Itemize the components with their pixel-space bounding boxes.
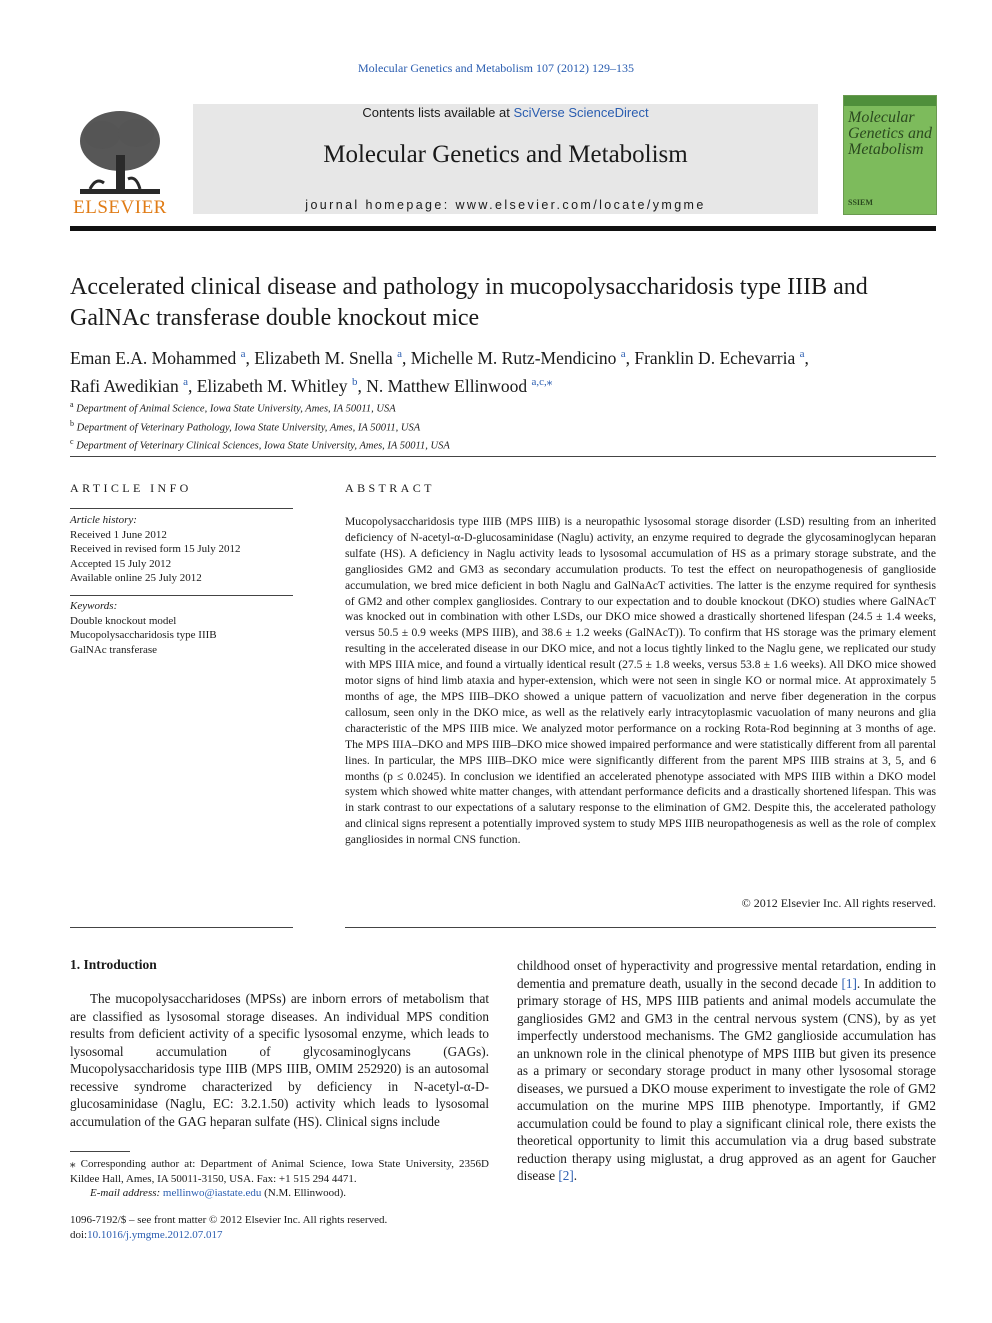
author-name[interactable]: Elizabeth M. Whitley <box>196 375 348 396</box>
keywords <box>70 599 293 657</box>
author-name[interactable]: Rafi Awedikian <box>70 375 179 396</box>
email-link[interactable]: mellinwo@iastate.edu <box>162 1187 262 1199</box>
divider <box>70 927 293 928</box>
copyright-notice: © 2012 Elsevier Inc. All rights reserved. <box>741 896 936 910</box>
cover-society-logo: SSIEM <box>848 198 873 207</box>
keyword-item: GalNAc transferase <box>70 643 158 656</box>
doi-line: doi:10.1016/j.ymgme.2012.07.017 <box>70 1228 223 1241</box>
author-affiliation-mark[interactable]: b <box>351 375 358 388</box>
author-name[interactable]: N. Matthew Ellinwood <box>366 375 528 396</box>
affiliation-line: $^c$ Department of Veterinary Clinical Sciences, Iowa State University, Ames, IA 50011, USA <box>70 437 450 452</box>
affiliation-line: $^a$ Department of Animal Science, Iowa State University, Ames, IA 50011, USA <box>70 400 396 415</box>
divider <box>70 595 293 596</box>
history-item: Received 1 June 2012 <box>70 528 167 541</box>
journal-title: Molecular Genetics and Metabolism <box>323 141 688 168</box>
keyword-item: Double knockout model <box>70 614 177 627</box>
reference-link[interactable]: [2] <box>558 1168 574 1183</box>
keyword-item: Mucopolysaccharidosis type IIIB <box>70 629 217 641</box>
affiliation-line: $^b$ Department of Veterinary Pathology, Iowa State University, Ames, IA 50011, USA <box>70 418 421 433</box>
cover-title: Molecular Genetics and Metabolism <box>848 109 932 158</box>
abstract-heading: ABSTRACT <box>345 481 435 495</box>
journal-citation[interactable]: Molecular Genetics and Metabolism 107 (2012) 129–135 <box>358 61 634 75</box>
author-affiliation-mark[interactable]: a <box>240 348 246 360</box>
author-affiliation-mark[interactable]: a <box>183 375 188 388</box>
section-heading: 1. Introduction <box>70 957 157 972</box>
cover-band <box>844 96 936 106</box>
corresponding-author-footnote <box>70 1157 489 1201</box>
contents-line: Contents lists available at SciVerse ScienceDirect <box>362 105 649 120</box>
footnote-divider <box>70 1151 130 1152</box>
email-line: E-mail address: mellinwo@iastate.edu (N.M. Ellinwood). <box>90 1187 346 1199</box>
divider <box>345 927 936 928</box>
history-item: Available online 25 July 2012 <box>70 572 202 584</box>
author-affiliation-mark[interactable]: a <box>620 348 626 360</box>
sciencedirect-link[interactable]: SciVerse ScienceDirect <box>513 105 649 120</box>
history-item: Accepted 15 July 2012 <box>70 557 172 570</box>
author-name[interactable]: Franklin D. Echevarria <box>634 347 796 368</box>
history-heading: Article history: <box>70 514 137 526</box>
article-info-heading: ARTICLE INFO <box>70 481 192 495</box>
author-name[interactable]: Elizabeth M. Snella <box>254 347 393 368</box>
author-name[interactable]: Eman E.A. Mohammed <box>70 347 237 368</box>
front-matter-line: 1096-7192/$ – see front matter © 2012 Elsevier Inc. All rights reserved. <box>70 1214 388 1226</box>
issn-block <box>70 1213 490 1242</box>
author-affiliation-mark[interactable]: a <box>397 348 403 360</box>
abstract-text: Mucopolysaccharidosis type IIIB (MPS IIIB) is a neuropathic lysosomal storage disorder (LSD) resulting from an inherited deficiency of N-acetyl-α-D-glucosaminidase (Naglu) activity, an enzyme required to degrade the glycosaminoglycan heparan sulfate (HS). A deficiency in Naglu activity leads to lysosomal accumulation of HS as a primary storage substrate, and the gangliosides GM2 and GM3 as secondary accumulation products. To test the effect on neuropathogenesis of ganglioside accumulation, we bred mice deficient in both Naglu and GalNaAcT activities. The latter is the enzyme required for synthesis of GM2 and other complex gangliosides. Contrary to our expectation and to double knockout (DKO) studies where GalNAcT was knocked out in combination with other LSDs, our DKO mice showed a drastically shortened lifespan (24.5 ± 1.4 weeks, versus 50.5 ± 0.9 weeks (MPS IIIB), and 38.6 ± 1.2 weeks (GalNAcT)). To confirm that HS storage was the primary element resulting in the accelerated disease in our DKO mice, and not a locus tightly linked to the Naglu gene, we replicated our study with MPS IIIA mice, and found a virtually identical result (27.5 ± 1.8 weeks, versus 53.8 ± 1.6 weeks). All DKO mice showed motor signs of hind limb ataxia and hyper-extension, which were not seen in single KO or normal mice. At approximately 5 months of age, the MPS IIIB–DKO showed a unique pattern of vacuolization and nerve fiber degeneration in the corpus callosum, seen only in the DKO mice, as well as the relatively early intracytoplasmic vacuolation of many neurons and glia characteristic of the MPS IIIB mice. We analyzed motor performance on a rocking Rota-Rod beginning at 3 months of age. The MPS IIIA–DKO and MPS IIIB–DKO mice showed impaired performance and were statistically different from all parental lines. In particular, the MPS IIIB–DKO mice were significantly different from the parent MPS IIIB strains at 3, 5, and 6 months (p ≤ 0.0245). In conclusion we identified an accelerated phenotype associated with MPS IIIB within a DKO model system which showed white matter changes, with attendant performance deficits and a drastically shortened lifespan. This was in stark contrast to our expectations of a salutary response to the elimination of GM2. Despite this, the accelerated pathology and clinical signs represent a potentially improved system to study MPS IIIB neuropathogenesis as well as the role of complex gangliosides in normal CNS function. <box>345 515 936 847</box>
author-list: Eman E.A. Mohammed $^a$, Elizabeth M. Snella $^a$, Michelle M. Rutz-Mendicino $^a$, Franklin D. Echevarria $^a$, Rafi Awedikian $^a$, Elizabeth M. Whitley $^b$, N. Matthew Ellinwood $^{a,c,⁎}$ <box>70 347 809 396</box>
paragraph: The mucopolysaccharidoses (MPSs) are inborn errors of metabolism that are classified as lysosomal storage diseases. An individual MPS condition results from deficient activity of a specific lysosomal enzyme, which leads to lysosomal accumulation of glycosaminoglycans (GAGs). Mucopolysaccharidosis type IIIB (MPS IIIB, OMIM 252920) is an autosomal recessive syndrome characterized by deficiency in N-acetyl-α-D-glucosaminidase (Naglu, EC: 3.2.1.50) activity which leads to lysosomal accumulation of the GAG heparan sulfate (HS). Clinical signs include <box>70 991 489 1129</box>
history-item: Received in revised form 15 July 2012 <box>70 543 241 555</box>
journal-cover-thumbnail <box>843 95 937 215</box>
author-affiliation-mark[interactable]: a <box>799 348 805 360</box>
author-name[interactable]: Michelle M. Rutz-Mendicino <box>410 347 617 368</box>
affiliations <box>70 398 936 454</box>
header-rule <box>70 226 936 231</box>
body-column-right <box>517 957 936 1185</box>
journal-homepage[interactable]: journal homepage: www.elsevier.com/locate/ymgme <box>305 198 706 212</box>
article-title: Accelerated clinical disease and pathology in mucopolysaccharidosis type IIIB and GalNAc transferase double knockout mice <box>70 274 868 331</box>
paragraph: childhood onset of hyperactivity and progressive mental retardation, ending in dementia and premature death, usually in the second decade [1]. In addition to primary storage of HS, MPS IIIB patients and animal models accumulate the gangliosides GM2 and GM3 in the central nervous system (CNS), by as yet imperfectly understood mechanisms. The GM2 ganglioside accumulation has an unknown role in the clinical phenotype of MPS IIIB but given its presence as a primary or secondary storage product in many other lysosomal storage diseases, we pursued a DKO mouse experiment to investigate the role of GM2 accumulation on the murine MPS IIIB phenotype. Importantly, if GM2 accumulation could be found to play a significant clinical role, there exists the theoretical opportunity to limit this accumulation via a drug based substrate reduction therapy using miglustat, a drug approved as an agent for Gaucher disease [2]. <box>517 958 936 1183</box>
divider <box>70 456 936 457</box>
body-column-left <box>70 990 489 1130</box>
keywords-heading: Keywords: <box>70 600 118 612</box>
doi-link[interactable]: 10.1016/j.ymgme.2012.07.017 <box>87 1228 223 1241</box>
divider <box>70 508 293 509</box>
article-history <box>70 513 293 586</box>
author-affiliation-mark[interactable]: a,c,⁎ <box>531 375 553 388</box>
corresponding-author-text: ⁎ Corresponding author at: Department of Animal Science, Iowa State University, 2356D Kildee Hall, Ames, IA 50011-3150, USA. Fax: +1 515 294 4471. <box>70 1158 489 1185</box>
reference-link[interactable]: [1] <box>841 975 857 991</box>
publisher-name: ELSEVIER <box>73 197 167 218</box>
